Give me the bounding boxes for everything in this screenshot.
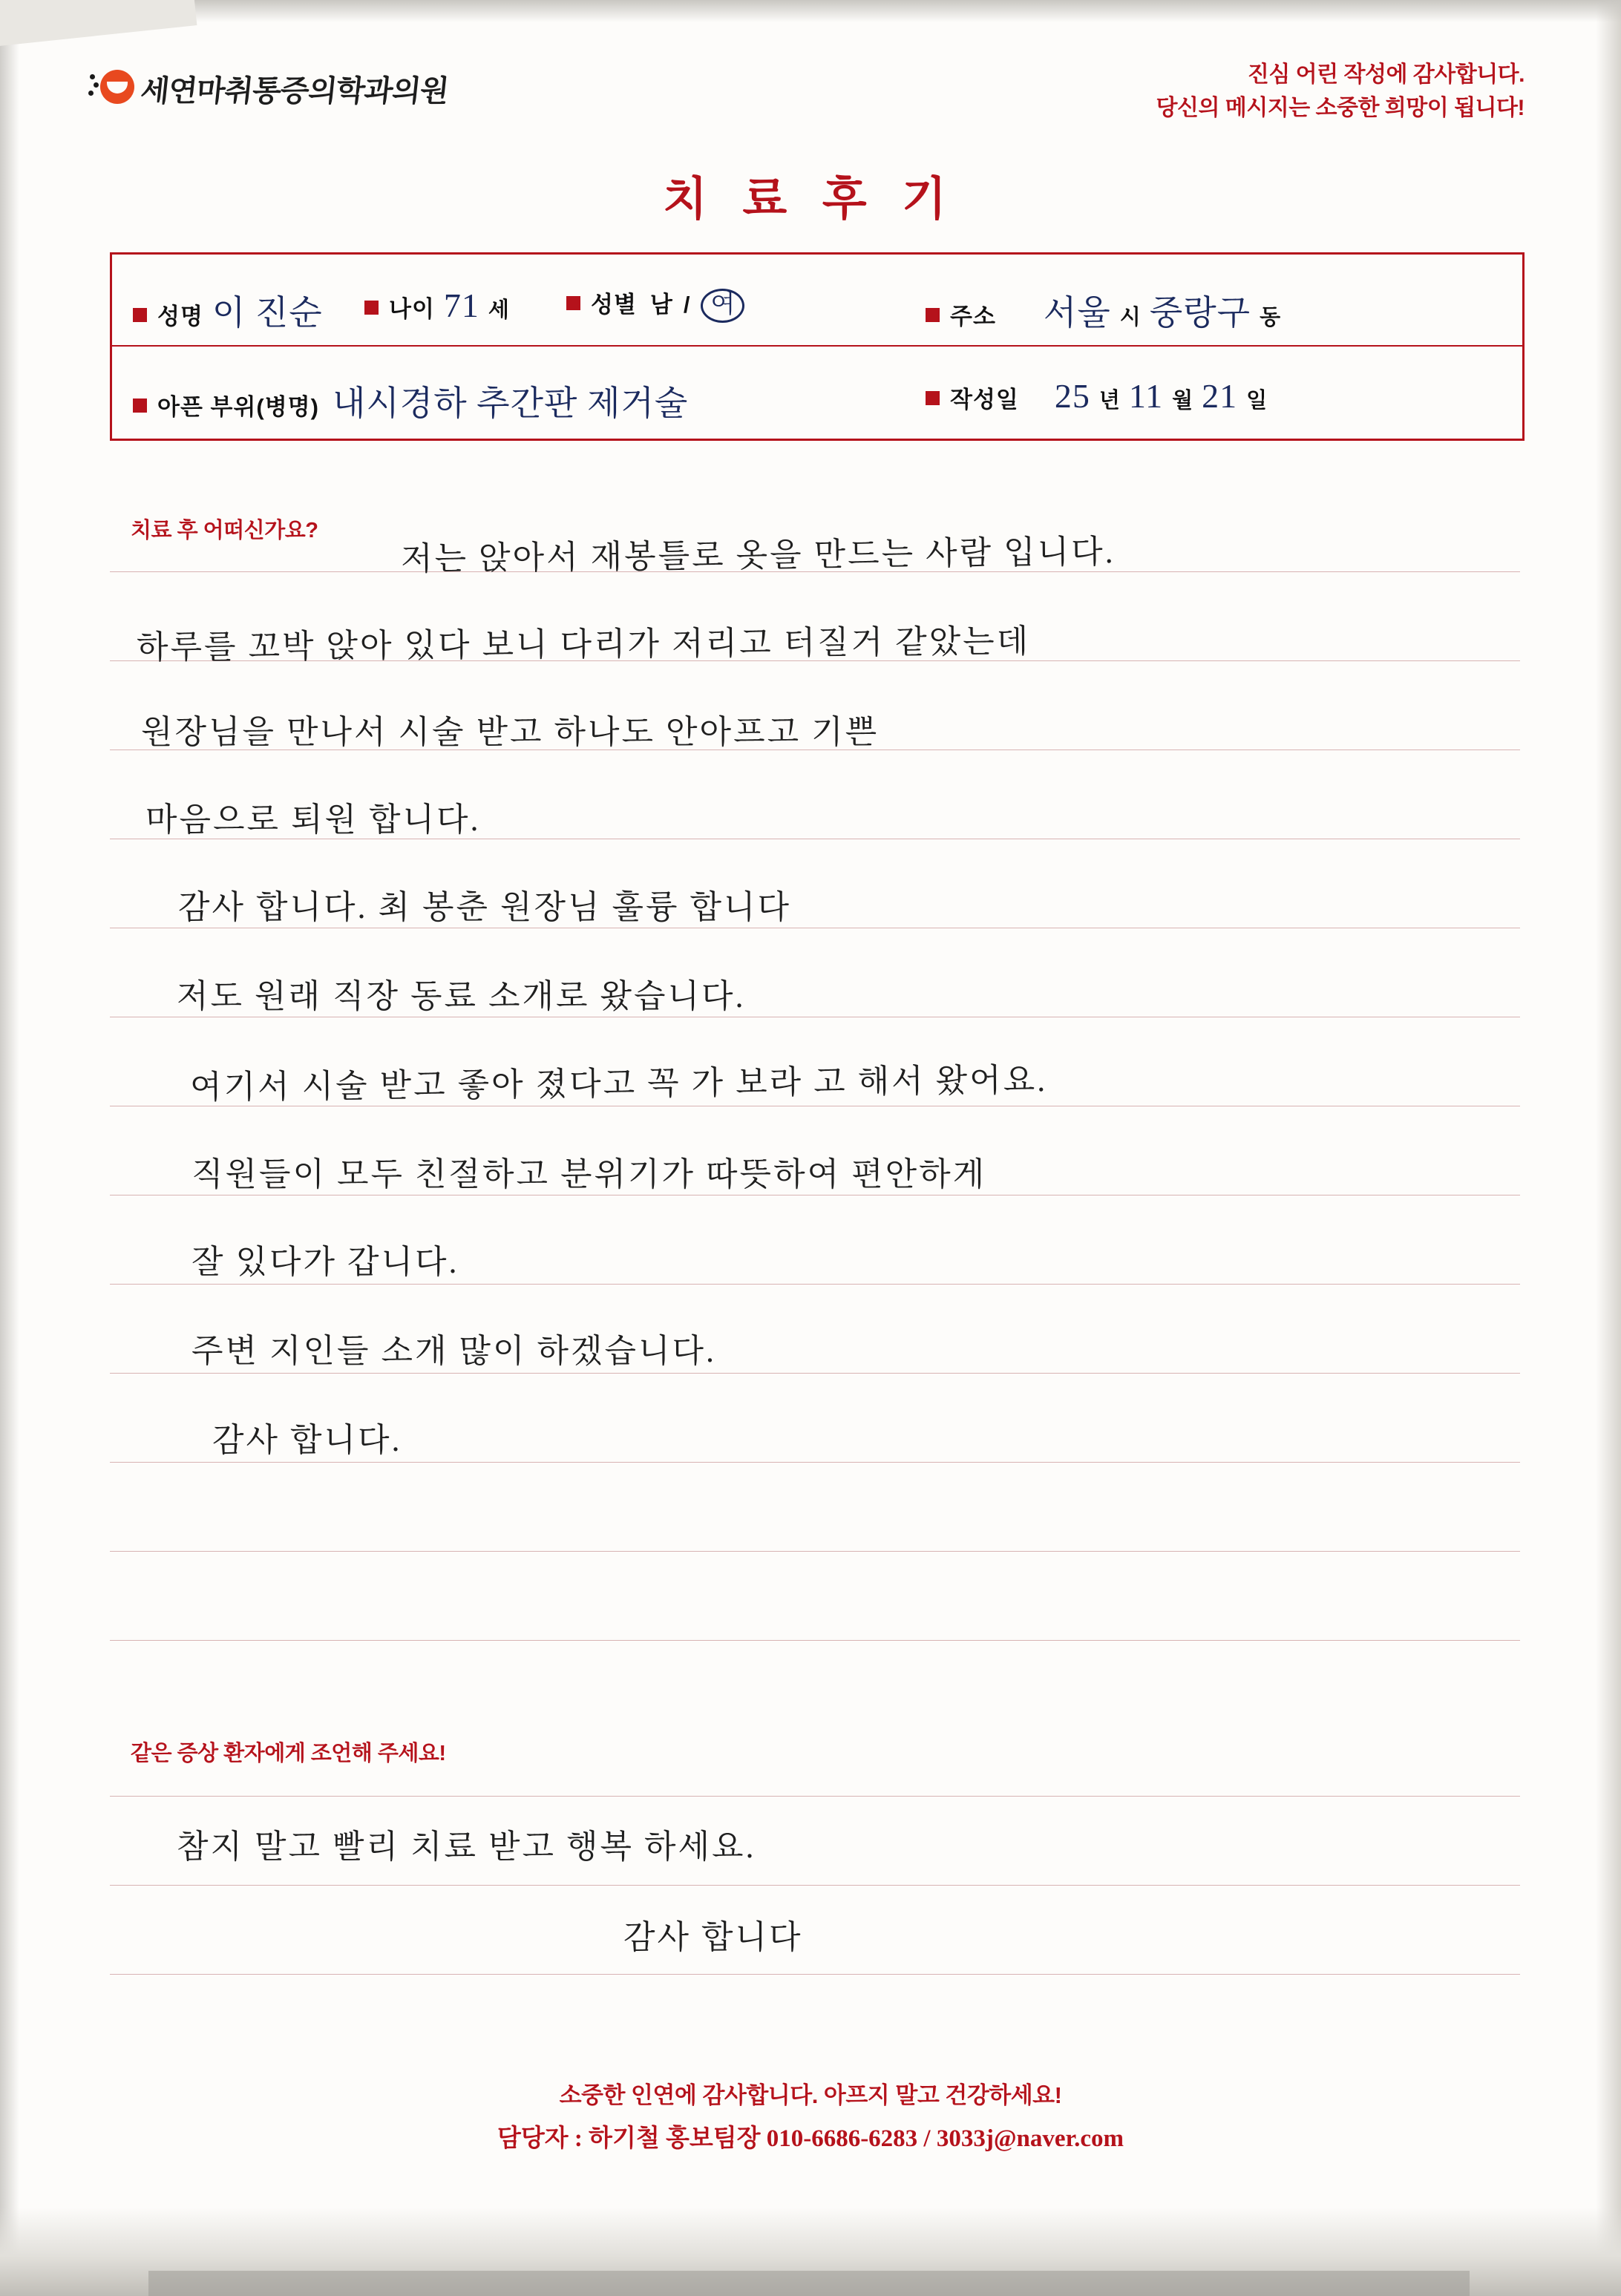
field-address bbox=[926, 286, 1280, 335]
patient-info-box bbox=[110, 252, 1525, 441]
footer-message: 소중한 인연에 감사합니다. 아프지 말고 건강하세요! bbox=[559, 2082, 1062, 2108]
section-2-prompt: 같은 증상 환자에게 조언해 주세요! bbox=[131, 1742, 446, 1765]
field-age-label: 나이 bbox=[389, 296, 435, 322]
field-gender-label: 성별 bbox=[591, 292, 637, 318]
field-address-city[interactable]: 서울 bbox=[1043, 294, 1111, 332]
field-age-unit: 세 bbox=[488, 298, 509, 322]
clinic-logo-icon bbox=[88, 65, 137, 111]
field-gender bbox=[566, 286, 744, 323]
field-date-day-unit: 일 bbox=[1246, 389, 1268, 413]
field-address-city-unit: 시 bbox=[1119, 306, 1141, 329]
field-address-dong-unit: 동 bbox=[1260, 306, 1281, 329]
rule-line bbox=[110, 1373, 1520, 1374]
field-date-year-unit: 년 bbox=[1098, 389, 1120, 413]
bullet-square-icon bbox=[364, 301, 379, 315]
header-thanks-message bbox=[1156, 58, 1525, 125]
paper-corner-fold bbox=[0, 0, 197, 48]
bullet-square-icon bbox=[133, 308, 147, 322]
field-date bbox=[926, 376, 1267, 416]
answer-1-line-5[interactable]: 감사 합니다. 최 봉춘 원장님 훌륭 합니다 bbox=[178, 889, 792, 925]
rule-line bbox=[110, 1885, 1520, 1886]
answer-1-line-9[interactable]: 잘 있다가 갑니다. bbox=[191, 1244, 459, 1280]
field-date-month-unit: 월 bbox=[1172, 389, 1193, 413]
bullet-square-icon bbox=[566, 296, 580, 310]
answer-2-line-2[interactable]: 감사 합니다 bbox=[623, 1919, 803, 1955]
field-pain-label: 아픈 부위(병명) bbox=[157, 394, 319, 420]
thanks-line-1: 진심 어린 작성에 감사합니다. bbox=[1247, 62, 1525, 87]
gender-separator: / bbox=[683, 292, 691, 318]
rule-line bbox=[110, 1551, 1520, 1552]
field-pain bbox=[133, 376, 697, 425]
field-date-year[interactable]: 25 bbox=[1054, 377, 1090, 415]
field-pain-value[interactable]: 내시경하 추간판 제거술 bbox=[332, 384, 689, 422]
answer-1-line-4[interactable]: 마음으로 퇴원 합니다. bbox=[145, 801, 481, 838]
answer-2-line-1[interactable]: 참지 말고 빨리 치료 받고 행복 하세요. bbox=[177, 1828, 756, 1865]
info-box-divider bbox=[112, 345, 1522, 347]
field-name-label: 성명 bbox=[157, 304, 203, 329]
field-date-month[interactable]: 11 bbox=[1128, 377, 1164, 415]
paper-bottom-shadow bbox=[148, 2271, 1470, 2296]
answer-1-line-2[interactable]: 하루를 꼬박 앉아 있다 보니 다리가 저리고 터질거 같았는데 bbox=[136, 623, 1031, 666]
field-address-gu[interactable]: 중랑구 bbox=[1149, 294, 1251, 332]
paper-top-edge bbox=[0, 0, 1621, 22]
field-address-label: 주소 bbox=[950, 304, 996, 329]
clinic-logo bbox=[88, 65, 451, 111]
rule-line bbox=[110, 1796, 1520, 1797]
section-1-prompt: 치료 후 어떠신가요? bbox=[131, 519, 318, 542]
thanks-line-2: 당신의 메시지는 소중한 희망이 됩니다! bbox=[1156, 96, 1525, 120]
answer-1-line-6[interactable]: 저도 원래 직장 동료 소개로 왔습니다. bbox=[177, 978, 746, 1014]
answer-1-line-3[interactable]: 원장님을 만나서 시술 받고 하나도 안아프고 기쁜 bbox=[141, 714, 880, 750]
rule-line bbox=[110, 1284, 1520, 1285]
answer-1-line-8[interactable]: 직원들이 모두 친절하고 분위기가 따뜻하여 편안하게 bbox=[191, 1156, 987, 1193]
field-age-value[interactable]: 71 bbox=[443, 286, 479, 324]
bullet-square-icon bbox=[926, 308, 940, 322]
rule-line bbox=[110, 1462, 1520, 1463]
field-date-day[interactable]: 21 bbox=[1202, 377, 1238, 415]
field-name bbox=[133, 286, 332, 335]
clinic-logo-text: 세연마취통증의학과의원 bbox=[139, 73, 451, 108]
answer-1-line-1[interactable]: 저는 앉아서 재봉틀로 옷을 만드는 사람 입니다. bbox=[400, 533, 1116, 578]
bullet-square-icon bbox=[926, 391, 940, 405]
page-title: 치 료 후 기 bbox=[662, 174, 959, 225]
rule-line bbox=[110, 1640, 1520, 1641]
field-date-label: 작성일 bbox=[950, 387, 1019, 413]
answer-1-line-11[interactable]: 감사 합니다. bbox=[212, 1422, 402, 1458]
field-age bbox=[364, 286, 509, 325]
gender-option-male[interactable]: 남 bbox=[649, 292, 673, 318]
bullet-square-icon bbox=[133, 398, 147, 413]
rule-line bbox=[110, 1974, 1520, 1975]
gender-option-female-selected[interactable]: 여 bbox=[701, 289, 744, 323]
footer-contact: 담당자 : 하기철 홍보팀장 010-6686-6283 / 3033j@naver.com bbox=[497, 2125, 1124, 2152]
field-name-value[interactable]: 이 진순 bbox=[212, 294, 323, 332]
answer-1-line-7[interactable]: 여기서 시술 받고 좋아 졌다고 꼭 가 보라 고 해서 왔어요. bbox=[189, 1061, 1048, 1106]
answer-1-line-10[interactable]: 주변 지인들 소개 많이 하겠습니다. bbox=[191, 1333, 717, 1369]
